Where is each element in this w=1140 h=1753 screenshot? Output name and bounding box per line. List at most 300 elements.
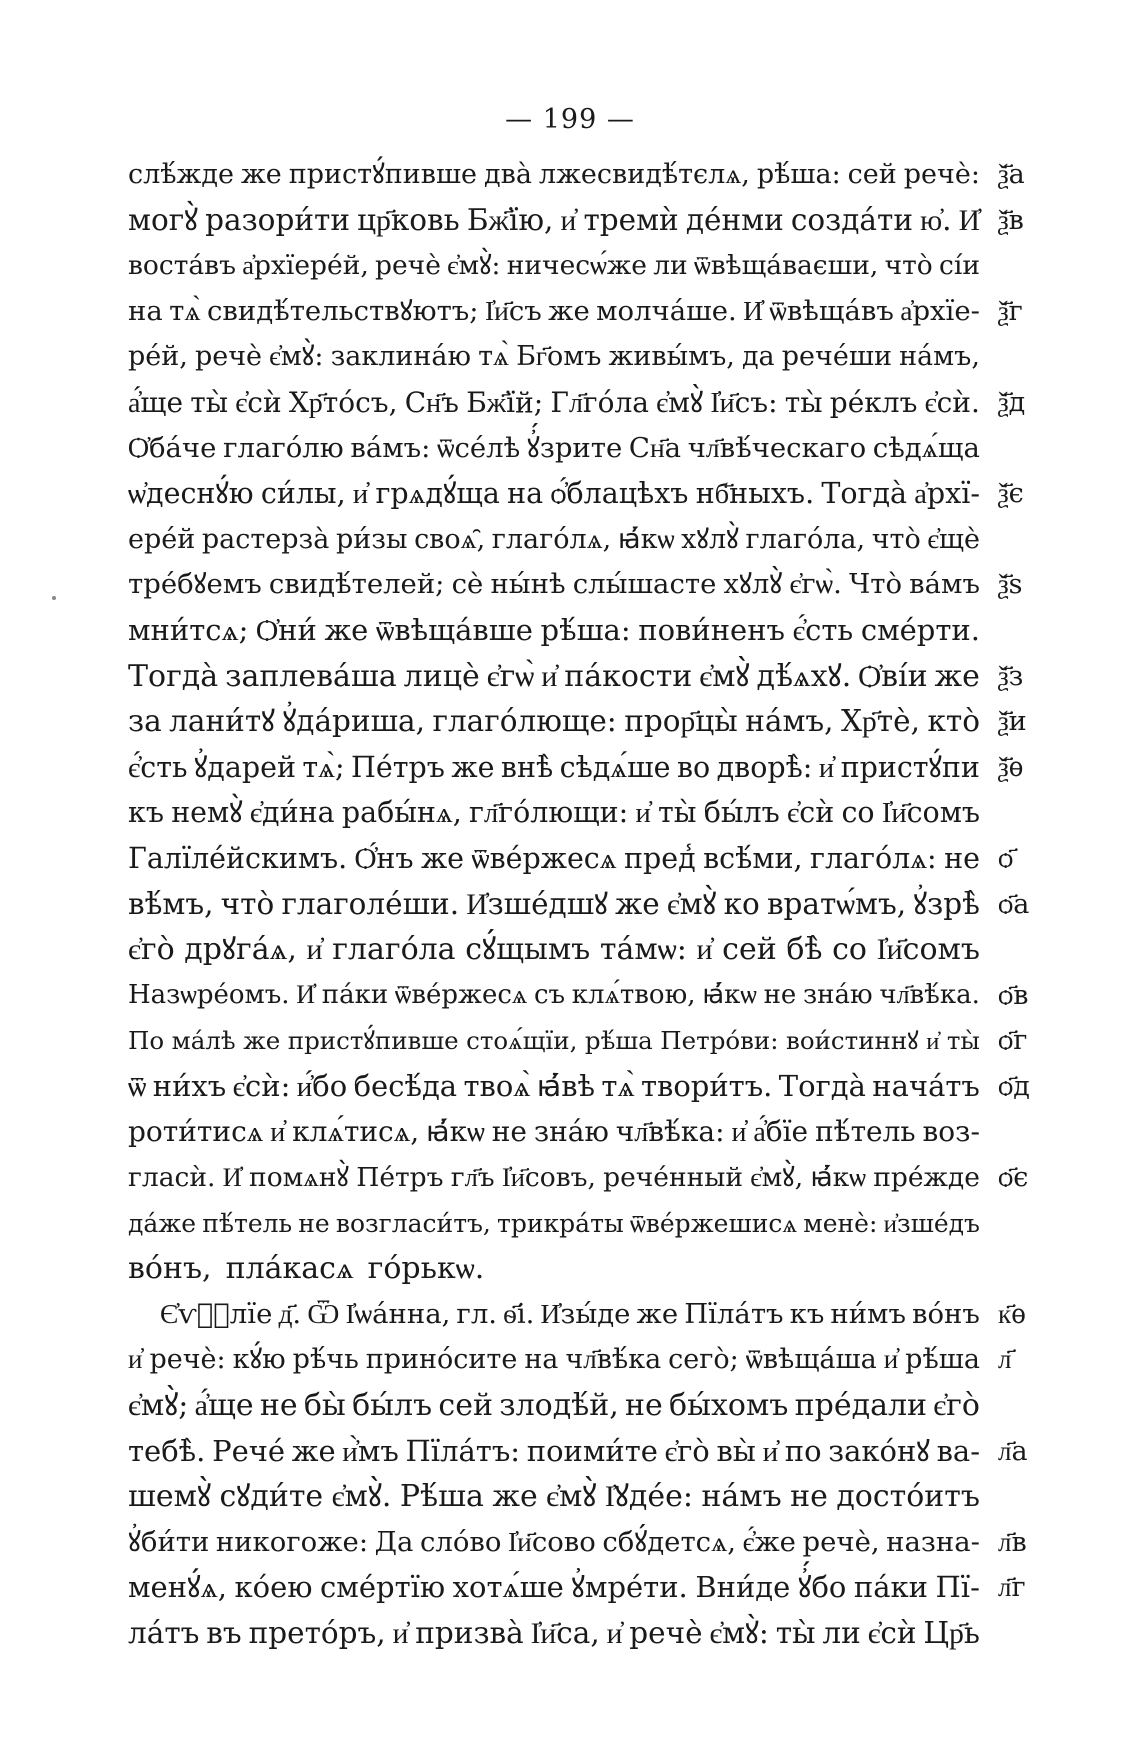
text-word: сꙋди́те <box>219 1479 324 1515</box>
text-word: І҆ѡа́нна, <box>345 1297 451 1330</box>
text-word: ꙋ҆́бо <box>797 1570 847 1605</box>
text-word: І҆и҃съ <box>484 294 542 327</box>
text-word: немꙋ̀ <box>171 796 243 830</box>
text-word: на́мъ <box>701 1479 782 1515</box>
text-word: гл҃го́лющи: <box>469 796 629 830</box>
text-word: Пїла́тъ <box>684 1297 784 1330</box>
text-word: І҆и҃сово <box>507 1525 596 1558</box>
text-word: не <box>790 1479 828 1515</box>
text-word: роти́тисѧ <box>128 1115 264 1149</box>
text-line <box>128 1611 980 1657</box>
text-word: Бж҃їй; <box>466 385 544 419</box>
text-word: ла́тъ <box>128 1616 200 1650</box>
text-word: си́лы, <box>260 477 346 511</box>
margin-mark <box>52 596 56 600</box>
text-word: ѿве́ржесѧ <box>394 979 528 1010</box>
text-word: Ѻ҆ни́ <box>256 612 317 647</box>
text-word: пред̾ <box>624 841 696 875</box>
text-word: І҆и҃сомъ <box>876 932 980 968</box>
text-word: И҆зше́дшꙋ <box>466 886 608 921</box>
text-word: пѣ́тель <box>202 1208 293 1238</box>
text-word: Пїла́тъ: <box>405 1433 521 1468</box>
text-word: а҆рхїе- <box>900 294 980 327</box>
text-line <box>128 289 1023 335</box>
text-word: въ <box>206 1616 242 1650</box>
verse-number: ѯ҃г <box>998 295 1023 327</box>
text-word: лицѐ <box>403 658 480 694</box>
verse-number: ѯ҃з <box>998 660 1024 692</box>
text-word: тѧ̀ <box>169 294 201 327</box>
text-word: же <box>291 1433 336 1468</box>
text-word: ма́лѣ <box>171 1026 236 1056</box>
verse-number: л҃а <box>998 1435 1028 1467</box>
text-word: речѐ <box>194 341 263 373</box>
text-word: глаго́ла, <box>745 523 866 555</box>
text-line <box>128 790 980 836</box>
text-word: ты̀ <box>946 1026 980 1056</box>
text-word: Бг҃омъ <box>516 341 602 373</box>
text-word: Вни́де <box>695 1570 791 1605</box>
text-line <box>128 152 1025 198</box>
text-word: пла́касѧ <box>225 1251 354 1287</box>
text-word: же <box>324 612 369 647</box>
text-word: а҆́бїе <box>753 1115 809 1149</box>
text-line <box>128 1155 1029 1201</box>
text-word: ты̀ <box>784 385 823 419</box>
text-word: пови́ненъ <box>638 612 785 647</box>
text-word: рече́нный <box>603 1162 744 1194</box>
text-word: ты̀ <box>190 385 229 419</box>
text-word: ны́нѣ <box>490 568 566 601</box>
text-word: Ѻ҆ба́че <box>128 431 217 464</box>
text-word: є҆мꙋ̀ <box>656 385 704 419</box>
text-word: вѣ́мъ, <box>128 886 214 921</box>
text-word: го́рькѡ. <box>367 1251 485 1287</box>
text-word: є҆сѝ <box>787 796 835 830</box>
text-word: ли <box>653 250 688 282</box>
text-block <box>128 152 1030 1657</box>
text-word: ꙗ҆́кѡ <box>617 523 675 555</box>
text-word: глаго́лѧ: <box>810 841 937 875</box>
text-word: По <box>128 1026 165 1056</box>
text-word: ва- <box>936 1433 980 1468</box>
text-word: ты̀ <box>658 796 697 830</box>
text-word: свидѣ́телей; <box>268 568 445 601</box>
text-word: клѧ́твою, <box>571 979 696 1010</box>
text-word: Галїле́йскимъ. <box>128 841 348 875</box>
text-word: не <box>625 1388 663 1424</box>
text-word: всѣ́ми, <box>703 841 803 875</box>
text-word: тѧ̀; <box>302 750 345 784</box>
text-word: ꙋ҆дарей <box>193 750 296 784</box>
text-word: чл҃вѣ́ческаго <box>687 431 867 464</box>
text-word: на <box>128 294 163 327</box>
text-word: ꙋ҆би́ти <box>128 1525 210 1558</box>
verse-number: ѻ҃г <box>998 1025 1028 1057</box>
text-word: глаго́лѧ, <box>491 523 612 555</box>
text-word: Є҆ѵⷢ҇лїе <box>160 1297 273 1330</box>
text-word: ѳ҃і. <box>503 1297 535 1330</box>
text-word: глаго́лю <box>223 431 344 464</box>
text-word: стоѧ́щїи, <box>466 1026 578 1056</box>
text-line <box>128 1429 1028 1475</box>
text-word: грѧдꙋ́ща <box>375 477 500 511</box>
text-word: и҆ <box>818 750 835 784</box>
text-word: и҆ <box>606 1616 623 1650</box>
text-word: воз- <box>922 1115 980 1149</box>
text-word: и҆̀мъ <box>342 1433 399 1468</box>
text-word: Цр҃ь <box>923 1616 980 1650</box>
text-word: є҆щѐ <box>927 523 980 555</box>
text-word: тремѝ <box>583 202 679 237</box>
text-word: глаголе́ши. <box>281 886 460 921</box>
text-word: И҆ <box>743 294 763 327</box>
text-word: Рече́ <box>212 1433 286 1468</box>
text-word: сѣдѧ́ше <box>559 750 671 784</box>
text-line <box>128 243 980 289</box>
text-word: свидѣ́тельствꙋютъ; <box>206 294 479 327</box>
verse-number: ѻ҃є <box>998 1162 1029 1194</box>
text-word: є҆мꙋ̀ <box>699 658 750 694</box>
text-word: трикра́ты <box>497 1208 624 1238</box>
text-word: ꙋ҆́зрите <box>526 431 623 464</box>
text-word: ѿсе́лѣ <box>437 431 521 464</box>
text-word: и҆ <box>696 932 713 968</box>
text-word: дрꙋга́ѧ, <box>184 932 297 968</box>
text-word: внѣ̀ <box>500 750 554 784</box>
text-word: є҆мꙋ̀ <box>546 1479 597 1515</box>
text-word: И҆ <box>222 1162 242 1194</box>
text-word: Да <box>374 1525 414 1558</box>
text-word: помѧнꙋ̀ <box>249 1162 349 1194</box>
text-word: ю҆. <box>920 202 952 237</box>
text-word: поими́те <box>526 1433 658 1468</box>
text-word: лжесвидѣ́тєлѧ, <box>538 159 750 190</box>
text-line <box>128 973 1029 1019</box>
text-word: что̀ <box>871 523 921 555</box>
text-line <box>128 1520 1027 1566</box>
text-word: чл҃вѣ́ка: <box>615 1115 725 1149</box>
text-word: ꙗ҆́кѡ <box>702 979 757 1010</box>
text-word: є҆гѡ̀. <box>789 568 842 601</box>
text-word: ѿве́ржесѧ <box>471 841 617 875</box>
text-word: є҆го̀ <box>664 1433 710 1468</box>
text-word: є҆сѝ <box>235 385 282 419</box>
text-word: и҆ <box>352 477 369 511</box>
text-word: прино́сите <box>365 1344 518 1376</box>
text-word: сей <box>847 159 897 190</box>
text-word: ꙋ҆да́риша, <box>282 704 425 739</box>
text-word: чл҃вѣ́ка. <box>879 979 980 1010</box>
text-word: ѿвѣща́вше <box>375 612 533 647</box>
text-word: тѧ̀ <box>601 1068 635 1103</box>
text-word: Пї- <box>935 1570 980 1605</box>
text-word: д҃. <box>278 1297 302 1330</box>
text-line <box>128 426 980 472</box>
text-word: прето́ръ, <box>248 1616 386 1650</box>
text-word: є҆го̀ <box>933 1388 980 1424</box>
text-word: же <box>548 294 590 327</box>
text-word: ꙗ҆́кѡ <box>810 1162 867 1194</box>
text-word: ри́зы <box>335 523 408 555</box>
text-word: ничесѡ́же <box>506 250 647 282</box>
text-line <box>128 1474 980 1520</box>
text-word: вои́стиннꙋ <box>786 1026 919 1056</box>
text-word: Ѻ҆́нъ <box>354 841 414 875</box>
text-word: Гл҃го́ла <box>550 385 649 419</box>
text-word: Тогда̀ <box>821 477 908 511</box>
text-word: речѐ, <box>802 1525 880 1558</box>
text-word: Пе́тръ <box>351 750 445 784</box>
text-word: Сн҃ъ <box>404 385 459 419</box>
text-word: ꙗ҆́вѣ <box>536 1068 596 1103</box>
verse-number: ѯ҃д <box>998 386 1026 418</box>
text-line <box>128 882 1030 928</box>
text-word: не <box>763 979 797 1010</box>
text-word: и҆ <box>762 1433 779 1468</box>
text-line <box>128 927 980 973</box>
text-word: Сн҃а <box>628 431 682 464</box>
text-word: Тогда̀ <box>128 658 219 694</box>
text-line <box>128 654 1024 700</box>
text-word: ѿ <box>128 1068 147 1103</box>
text-word: а҆рхїере́й, <box>242 250 369 282</box>
text-word: слы́шасте <box>572 568 717 601</box>
text-word: по <box>784 1433 822 1468</box>
text-word: воста́въ <box>128 250 236 282</box>
text-word: сі́и <box>939 250 980 282</box>
text-word: хотѧ́ше <box>452 1570 564 1605</box>
text-word: никогоже: <box>215 1525 369 1558</box>
text-word: Рѣ́ша <box>399 1479 484 1515</box>
text-word: два̀ <box>484 159 532 190</box>
text-line <box>128 1337 1012 1383</box>
text-word: на́мъ, <box>899 341 980 373</box>
text-word: дворѣ̀: <box>716 750 813 784</box>
text-word: и҆́бо <box>296 1068 348 1103</box>
text-word: пре́дали <box>794 1388 928 1424</box>
text-word: ни́мъ <box>830 1297 906 1330</box>
text-word: сѣдѧ́ща <box>872 431 980 464</box>
text-word: Хр҃тѐ, <box>841 704 920 739</box>
verse-number: л҃ <box>998 1344 1012 1376</box>
text-word: сме́ртїю <box>320 1570 446 1605</box>
text-word: же <box>420 841 465 875</box>
text-word: речѐ <box>375 250 441 282</box>
text-word: вы̀ <box>716 1433 756 1468</box>
text-word: во <box>676 750 711 784</box>
text-word: є҆сѝ. <box>924 385 980 419</box>
verse-number: ѯ҃и <box>998 706 1027 738</box>
text-word: къ <box>789 1297 825 1330</box>
text-word: же <box>636 1297 679 1330</box>
text-word: Ѿ <box>307 1297 340 1330</box>
verse-number: ѯ҃а <box>998 159 1025 190</box>
text-word: менꙋ́ѧ, <box>128 1570 227 1605</box>
text-word: є҆сѝ: <box>232 1068 291 1103</box>
text-word: ко́ею <box>234 1570 313 1605</box>
text-word: бы́хомъ <box>669 1388 789 1424</box>
text-word: рабы́нѧ, <box>341 796 462 830</box>
text-word: досто́итъ <box>836 1479 980 1515</box>
text-word: твори́тъ. <box>640 1068 773 1103</box>
text-word: за <box>128 704 162 739</box>
text-line <box>128 1201 980 1247</box>
text-word: І҆и҃совъ, <box>501 1162 596 1194</box>
text-word: же <box>240 159 282 190</box>
text-word: гл. <box>456 1297 498 1330</box>
text-word: заклина́ю <box>330 341 472 373</box>
text-word: є҆мꙋ̀. <box>331 1479 392 1515</box>
text-word: сбꙋ́детсѧ, <box>602 1525 737 1558</box>
text-word: є҆гѡ̀ <box>486 658 535 694</box>
text-word: призва̀ <box>415 1616 524 1650</box>
text-word: прор҃цы̀ <box>624 704 738 739</box>
text-word: могꙋ̀ <box>128 202 198 237</box>
text-word: же <box>243 1026 281 1056</box>
text-word: ѡ҆деснꙋ́ю <box>128 477 254 511</box>
text-word: є҆́же <box>742 1525 796 1558</box>
text-word: чл҃вѣ́ка <box>565 1344 662 1376</box>
text-word: и҆зше́дъ <box>883 1208 980 1238</box>
text-word: па́ки <box>321 979 389 1010</box>
text-word: ѿвѣща́ша <box>745 1344 877 1376</box>
text-word: І҆и҃са, <box>530 1616 600 1650</box>
text-word: є҆го̀ <box>128 932 175 968</box>
text-word: бы́лъ <box>703 796 780 830</box>
text-word: хꙋлꙋ̀ <box>723 568 783 601</box>
text-word: Назѡре́омъ. <box>128 979 290 1010</box>
text-word: пристꙋ́пи <box>840 750 980 784</box>
text-word: ва́мъ: <box>350 431 431 464</box>
text-word: рѣ́ша: <box>756 159 841 190</box>
text-word: а҆рхї- <box>914 477 980 511</box>
text-word: пѣ́тель <box>815 1115 916 1149</box>
text-word: слѣ́жде <box>128 159 234 190</box>
text-line <box>128 1246 980 1292</box>
text-word: ꙋ҆мре́ти. <box>571 1570 688 1605</box>
text-word: что̀ <box>884 250 933 282</box>
text-line <box>128 1018 1028 1064</box>
text-word: же <box>451 750 495 784</box>
text-word: Хр҃то́съ, <box>288 385 398 419</box>
text-word: є҆́сть <box>128 750 188 784</box>
text-word: Петро́ви: <box>660 1026 779 1056</box>
text-word: ли <box>822 1616 861 1650</box>
verse-number: ѯ҃є <box>998 478 1024 510</box>
text-word: на <box>524 1344 559 1376</box>
text-word: заплева́ша <box>225 658 397 694</box>
text-word: рѣ́ша <box>905 1344 980 1376</box>
text-word: є҆мꙋ̀: <box>447 250 501 282</box>
text-word: гл҃ъ <box>450 1162 495 1194</box>
text-word: же <box>934 658 980 694</box>
text-line <box>128 380 1026 426</box>
text-line <box>128 198 1024 244</box>
text-word: є҆мꙋ̀, <box>750 1162 804 1194</box>
text-word: и҆ <box>306 932 323 968</box>
text-word: рѣ́чь <box>292 1344 359 1376</box>
text-word: ѻ҆́блацѣхъ <box>550 477 689 511</box>
text-word: Пе́тръ <box>356 1162 444 1194</box>
text-word: И҆ <box>296 979 316 1010</box>
verse-number: ѯ҃ѳ <box>998 751 1024 783</box>
text-word: рѣ́ша: <box>540 612 631 647</box>
verse-number: ѯ҃ѕ <box>998 569 1023 601</box>
verse-number: ѯ҃в <box>998 204 1024 236</box>
text-line <box>128 1383 980 1429</box>
text-word: пристꙋ́пивше <box>287 1026 459 1056</box>
text-word: же <box>492 1479 538 1515</box>
text-line <box>128 517 980 563</box>
text-word: є҆ди́на <box>249 796 335 830</box>
text-word: та́мѡ: <box>599 932 687 968</box>
text-word: не <box>298 1208 330 1238</box>
text-word: дѣ́ѧхꙋ. <box>756 658 852 694</box>
text-word: пристꙋ́пивше <box>288 159 478 190</box>
text-word: сме́рти. <box>860 612 980 647</box>
text-word: во́нъ <box>912 1297 980 1330</box>
text-word: речѐ: <box>149 1344 226 1376</box>
text-word: нб҃ныхъ. <box>695 477 815 511</box>
text-line <box>128 836 1014 882</box>
text-line <box>128 1292 1027 1338</box>
text-word: вратѡ́мъ, <box>766 886 907 921</box>
text-word: и҆ <box>883 1344 899 1376</box>
text-word: зна́ю <box>803 979 873 1010</box>
text-word: є҆́сть <box>792 612 854 647</box>
text-word: є҆мꙋ̀ <box>666 886 717 921</box>
text-word: сѐ <box>451 568 484 601</box>
text-word: де́нми <box>685 202 784 237</box>
text-word: къ <box>128 796 164 830</box>
text-line <box>128 1565 1026 1611</box>
text-word: ѿве́ржешисѧ <box>629 1208 798 1238</box>
text-line <box>128 699 1027 745</box>
text-word: ко <box>723 886 760 921</box>
text-word: сꙋ́щымъ <box>465 932 591 968</box>
text-word: во́нъ, <box>128 1251 212 1287</box>
text-word: и҆ <box>128 1344 143 1376</box>
text-word: своѧ̑, <box>414 523 486 555</box>
text-word: гласѝ. <box>128 1162 216 1194</box>
text-word: И҆зы́де <box>540 1297 631 1330</box>
text-word: глаго́ла <box>332 932 456 968</box>
text-word: мни́тсѧ; <box>128 612 249 647</box>
text-word: и҆ <box>635 796 651 830</box>
text-word: злодѣ́й, <box>499 1388 619 1424</box>
text-word: лани́тꙋ <box>169 704 275 739</box>
text-word: шемꙋ̀ <box>128 1479 212 1515</box>
text-word: рѣ́ша <box>584 1026 653 1056</box>
text-word: твоѧ̀ <box>463 1068 531 1103</box>
text-word: тѧ̀ <box>478 341 509 373</box>
text-word: бы́лъ <box>352 1388 433 1424</box>
text-word: є҆сѝ <box>867 1616 917 1650</box>
text-word: кꙋ́ю <box>232 1344 286 1376</box>
text-word: І҆и҃сомъ <box>881 796 980 830</box>
text-word: па́ки <box>853 1570 928 1605</box>
text-word: да́же <box>128 1208 197 1238</box>
text-word: І҆ꙋде́е: <box>604 1479 693 1515</box>
text-word: возгласи́тъ, <box>335 1208 491 1238</box>
text-word: ты̀ <box>775 1616 816 1650</box>
text-word: и҆ <box>560 202 577 237</box>
text-word: со <box>832 932 867 968</box>
text-word: и҆ <box>541 658 558 694</box>
text-word: разори́ти <box>205 202 350 237</box>
text-word: Что̀ <box>848 568 903 601</box>
